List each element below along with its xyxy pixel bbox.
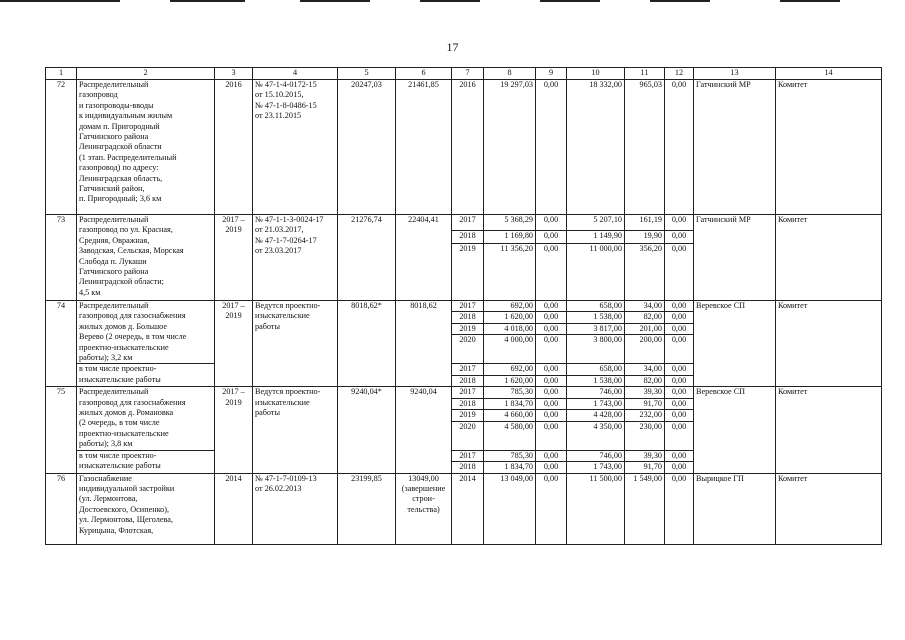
local-cell: 232,00	[625, 410, 665, 421]
other-cell: 0,00	[665, 398, 694, 409]
total-cell: 4 660,00	[484, 410, 536, 421]
header-cell: 13	[694, 68, 776, 80]
table-row	[46, 387, 882, 398]
other-cell: 0,00	[665, 387, 694, 398]
year-cell: 2016	[452, 80, 484, 215]
executor: Комитет	[776, 473, 882, 544]
period: 2017 – 2019	[215, 301, 253, 387]
total-cell: 4 018,00	[484, 323, 536, 334]
header-cell: 6	[396, 68, 452, 80]
local-cell: 1 549,00	[625, 473, 665, 544]
total-cell: 1 620,00	[484, 375, 536, 386]
header-cell: 3	[215, 68, 253, 80]
header-cell: 4	[253, 68, 338, 80]
regional-cell: 746,00	[567, 387, 625, 398]
subrow-label: в том числе проектно- изыскательские работы	[77, 450, 215, 473]
total-cell: 4 000,00	[484, 335, 536, 364]
regional-cell: 3 800,00	[567, 335, 625, 364]
federal-cell: 0,00	[536, 335, 567, 364]
other-cell: 0,00	[665, 244, 694, 301]
local-cell: 39,30	[625, 387, 665, 398]
federal-cell: 0,00	[536, 301, 567, 312]
year-cell: 2017	[452, 215, 484, 231]
header-cell: 14	[776, 68, 882, 80]
federal-cell: 0,00	[536, 244, 567, 301]
year-cell: 2017	[452, 387, 484, 398]
estimate-cost: 21276,74	[338, 215, 396, 301]
year-cell: 2019	[452, 244, 484, 301]
current-cost: 13049,00 (завершение строи- тельства)	[396, 473, 452, 544]
object-name: Распределительный газопровод по ул. Красная, Средняя, Овражная, Заводская, Сельская, Морская Слобода п. Лукаши Гатчинского района Ленинградской области; 4,5 км	[77, 215, 215, 301]
other-cell: 0,00	[665, 364, 694, 375]
local-cell: 34,00	[625, 301, 665, 312]
local-cell: 82,00	[625, 375, 665, 386]
municipality: Гатчинский МР	[694, 80, 776, 215]
total-cell: 1 169,80	[484, 231, 536, 244]
period: 2017 – 2019	[215, 215, 253, 301]
other-cell: 0,00	[665, 450, 694, 461]
permit-doc: Ведутся проектно- изыскательские работы	[253, 301, 338, 387]
federal-cell: 0,00	[536, 364, 567, 375]
local-cell: 19,90	[625, 231, 665, 244]
regional-cell: 1 538,00	[567, 375, 625, 386]
total-cell: 1 834,70	[484, 462, 536, 473]
regional-cell: 11 000,00	[567, 244, 625, 301]
federal-cell: 0,00	[536, 421, 567, 450]
other-cell: 0,00	[665, 312, 694, 323]
table-row	[46, 215, 882, 231]
executor: Комитет	[776, 215, 882, 301]
regional-cell: 5 207,10	[567, 215, 625, 231]
federal-cell: 0,00	[536, 410, 567, 421]
regional-cell: 746,00	[567, 450, 625, 461]
top-rule	[0, 0, 905, 3]
federal-cell: 0,00	[536, 462, 567, 473]
local-cell: 200,00	[625, 335, 665, 364]
local-cell: 82,00	[625, 312, 665, 323]
permit-doc: № 47-1-1-3-0024-17 от 21.03.2017, № 47-1-7-0264-17 от 23.03.2017	[253, 215, 338, 301]
total-cell: 19 297,03	[484, 80, 536, 215]
local-cell: 356,20	[625, 244, 665, 301]
regional-cell: 1 538,00	[567, 312, 625, 323]
total-cell: 4 580,00	[484, 421, 536, 450]
regional-cell: 1 743,00	[567, 462, 625, 473]
year-cell: 2014	[452, 473, 484, 544]
executor: Комитет	[776, 387, 882, 473]
regional-cell: 11 500,00	[567, 473, 625, 544]
other-cell: 0,00	[665, 421, 694, 450]
row-number: 72	[46, 80, 77, 215]
year-cell: 2018	[452, 312, 484, 323]
regional-cell: 1 149,90	[567, 231, 625, 244]
header-cell: 1	[46, 68, 77, 80]
header-cell: 2	[77, 68, 215, 80]
federal-cell: 0,00	[536, 215, 567, 231]
estimate-cost: 8018,62*	[338, 301, 396, 387]
investment-table	[45, 67, 882, 545]
total-cell: 13 049,00	[484, 473, 536, 544]
local-cell: 965,03	[625, 80, 665, 215]
year-cell: 2018	[452, 398, 484, 409]
total-cell: 1 834,70	[484, 398, 536, 409]
other-cell: 0,00	[665, 323, 694, 334]
current-cost: 8018,62	[396, 301, 452, 387]
other-cell: 0,00	[665, 80, 694, 215]
year-cell: 2020	[452, 421, 484, 450]
row-number: 73	[46, 215, 77, 301]
regional-cell: 1 743,00	[567, 398, 625, 409]
header-cell: 11	[625, 68, 665, 80]
total-cell: 785,30	[484, 450, 536, 461]
object-name: Распределительный газопровод для газоснабжения жилых домов д. Романовка (2 очередь, в том числе проектно-изыскательские работы); 3,8 км	[77, 387, 215, 450]
estimate-cost: 9240,04*	[338, 387, 396, 473]
other-cell: 0,00	[665, 462, 694, 473]
regional-cell: 18 332,00	[567, 80, 625, 215]
federal-cell: 0,00	[536, 473, 567, 544]
total-cell: 5 368,29	[484, 215, 536, 231]
row-number: 74	[46, 301, 77, 387]
object-name: Распределительный газопровод и газопроводы-вводы к индивидуальным жилым домам п. Пригородный Гатчинского района Ленинградской области (1 этап. Распределительный газопровод) по адресу: Ленинградская область, Гатчинский район, п. Пригородный; 3,6 км	[77, 80, 215, 215]
year-cell: 2017	[452, 301, 484, 312]
other-cell: 0,00	[665, 375, 694, 386]
federal-cell: 0,00	[536, 387, 567, 398]
header-cell: 5	[338, 68, 396, 80]
local-cell: 39,30	[625, 450, 665, 461]
local-cell: 161,19	[625, 215, 665, 231]
regional-cell: 4 350,00	[567, 421, 625, 450]
table-row	[46, 301, 882, 312]
table-row	[46, 473, 882, 544]
municipality: Веревское СП	[694, 387, 776, 473]
local-cell: 91,70	[625, 462, 665, 473]
year-cell: 2017	[452, 364, 484, 375]
year-cell: 2019	[452, 323, 484, 334]
municipality: Вырицкое ГП	[694, 473, 776, 544]
period: 2017 – 2019	[215, 387, 253, 473]
federal-cell: 0,00	[536, 323, 567, 334]
municipality: Гатчинский МР	[694, 215, 776, 301]
other-cell: 0,00	[665, 301, 694, 312]
other-cell: 0,00	[665, 473, 694, 544]
current-cost: 21461,85	[396, 80, 452, 215]
federal-cell: 0,00	[536, 231, 567, 244]
current-cost: 9240,04	[396, 387, 452, 473]
municipality: Веревское СП	[694, 301, 776, 387]
current-cost: 22404,41	[396, 215, 452, 301]
local-cell: 34,00	[625, 364, 665, 375]
local-cell: 201,00	[625, 323, 665, 334]
regional-cell: 658,00	[567, 364, 625, 375]
total-cell: 1 620,00	[484, 312, 536, 323]
permit-doc: № 47-1-4-0172-15 от 15.10.2015, № 47-1-8-0486-15 от 23.11.2015	[253, 80, 338, 215]
regional-cell: 3 817,00	[567, 323, 625, 334]
regional-cell: 4 428,00	[567, 410, 625, 421]
other-cell: 0,00	[665, 231, 694, 244]
total-cell: 11 356,20	[484, 244, 536, 301]
subrow-label: в том числе проектно- изыскательские работы	[77, 364, 215, 387]
federal-cell: 0,00	[536, 450, 567, 461]
other-cell: 0,00	[665, 215, 694, 231]
federal-cell: 0,00	[536, 312, 567, 323]
header-cell: 8	[484, 68, 536, 80]
period: 2016	[215, 80, 253, 215]
row-number: 76	[46, 473, 77, 544]
regional-cell: 658,00	[567, 301, 625, 312]
year-cell: 2018	[452, 231, 484, 244]
year-cell: 2018	[452, 375, 484, 386]
estimate-cost: 20247,03	[338, 80, 396, 215]
row-number: 75	[46, 387, 77, 473]
federal-cell: 0,00	[536, 80, 567, 215]
total-cell: 785,30	[484, 387, 536, 398]
year-cell: 2018	[452, 462, 484, 473]
local-cell: 91,70	[625, 398, 665, 409]
total-cell: 692,00	[484, 364, 536, 375]
total-cell: 692,00	[484, 301, 536, 312]
header-cell: 10	[567, 68, 625, 80]
permit-doc: Ведутся проектно- изыскательские работы	[253, 387, 338, 473]
federal-cell: 0,00	[536, 375, 567, 386]
local-cell: 230,00	[625, 421, 665, 450]
federal-cell: 0,00	[536, 398, 567, 409]
header-row	[46, 68, 882, 80]
other-cell: 0,00	[665, 335, 694, 364]
other-cell: 0,00	[665, 410, 694, 421]
header-cell: 7	[452, 68, 484, 80]
object-name: Газоснабжение индивидуальной застройки (ул. Лермонтова, Достоевского, Осипенко), ул. Лермонтова, Щеголева, Курицына, Флотская,	[77, 473, 215, 544]
header-cell: 9	[536, 68, 567, 80]
table-row	[46, 80, 882, 215]
executor: Комитет	[776, 301, 882, 387]
year-cell: 2020	[452, 335, 484, 364]
period: 2014	[215, 473, 253, 544]
year-cell: 2019	[452, 410, 484, 421]
year-cell: 2017	[452, 450, 484, 461]
object-name: Распределительный газопровод для газоснабжения жилых домов д. Большое Верево (2 очередь, в том числе проектно-изыскательские работы); 3,2 км	[77, 301, 215, 364]
header-cell: 12	[665, 68, 694, 80]
executor: Комитет	[776, 80, 882, 215]
page-number: 17	[446, 40, 459, 54]
permit-doc: № 47-1-7-0109-13 от 26.02.2013	[253, 473, 338, 544]
estimate-cost: 23199,85	[338, 473, 396, 544]
